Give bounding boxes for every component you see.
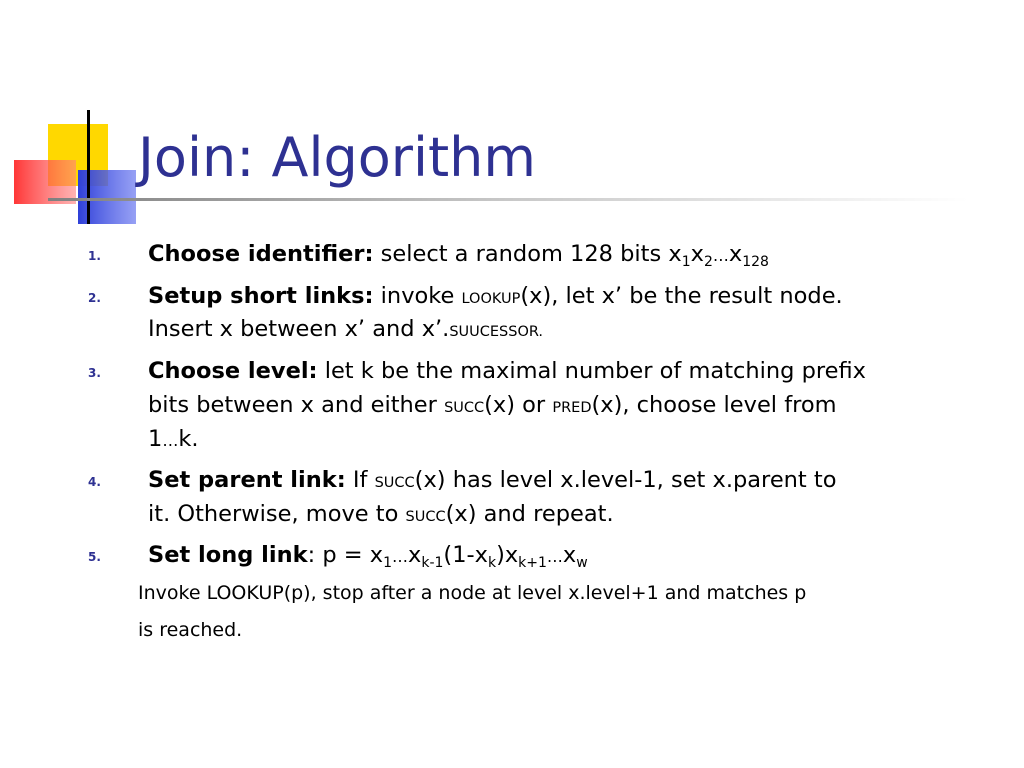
step-text-part: it. Otherwise, move to	[148, 501, 406, 527]
step-text-line-2	[148, 388, 958, 425]
step-text-part: x	[562, 542, 577, 568]
ellipsis: …	[392, 547, 409, 566]
small-caps-term: SUCC	[444, 400, 485, 416]
subscript: k-1	[421, 555, 444, 571]
step-text-part: (x) has level x.level-1, set x.parent to	[414, 467, 837, 493]
step-label: Set parent link:	[148, 467, 346, 493]
step-label: Choose identifier:	[148, 241, 374, 267]
step-text-part: 1	[148, 426, 163, 452]
subscript: k+1	[518, 555, 547, 571]
step-text-part: Insert x between x’ and x’.	[148, 316, 450, 342]
step-text-line-2	[148, 312, 958, 349]
continuation-line-2: is reached.	[138, 619, 243, 641]
small-caps-term: LOOKUP	[461, 291, 521, 307]
step-text-part: (x) and repeat.	[445, 501, 614, 527]
ellipsis: …	[546, 547, 563, 566]
step-text-part: invoke	[373, 283, 462, 309]
small-caps-term: SUUCESSOR.	[449, 324, 544, 340]
step-label: Setup short links:	[148, 283, 374, 309]
subscript: 128	[742, 254, 769, 270]
step-text	[148, 463, 958, 500]
step-text-part: x	[408, 542, 422, 568]
step-text	[148, 237, 958, 273]
step-text-part: (1-x	[443, 542, 488, 568]
small-caps-term: SUCC	[374, 475, 415, 491]
step-text-part: select a random 128 bits x	[373, 241, 682, 267]
step-text-part: let k be the maximal number of matching prefix	[317, 358, 866, 384]
step-label: Choose level:	[148, 358, 318, 384]
small-caps-term: PRED	[552, 400, 592, 416]
step-text-part: k.	[178, 426, 199, 452]
subscript: k	[487, 555, 497, 571]
subscript: w	[576, 555, 588, 571]
step-text-line-3	[148, 422, 958, 458]
step-text	[148, 354, 958, 388]
step-label: Set long link	[148, 542, 308, 568]
step-text	[148, 538, 958, 574]
small-caps-term: SUCC	[405, 509, 446, 525]
step-number: 3.	[88, 366, 101, 380]
ellipsis: …	[162, 431, 179, 450]
step-text-part: x	[728, 241, 743, 267]
subscript: 1	[681, 254, 691, 270]
step-text	[148, 279, 958, 316]
step-text-part: (x), choose level from	[591, 392, 837, 418]
step-text-part: x	[690, 241, 704, 267]
step-text-part: : p = x	[307, 542, 384, 568]
step-text-part: (x) or	[484, 392, 553, 418]
step-text-part: bits between x and either	[148, 392, 445, 418]
subscript: 2	[703, 254, 713, 270]
slide-title: Join: Algorithm	[138, 126, 537, 189]
continuation-line-1: Invoke LOOKUP(p), stop after a node at level x.level+1 and matches p	[138, 582, 807, 604]
step-text-part: If	[345, 467, 375, 493]
step-number: 4.	[88, 475, 101, 489]
step-text-part: (x), let x’ be the result node.	[520, 283, 843, 309]
step-text-line-2	[148, 497, 958, 534]
step-number: 2.	[88, 291, 101, 305]
subscript: 1	[383, 555, 393, 571]
step-number: 5.	[88, 550, 101, 564]
step-number: 1.	[88, 249, 101, 263]
step-text-part: )x	[496, 542, 519, 568]
ellipsis: …	[712, 246, 729, 265]
